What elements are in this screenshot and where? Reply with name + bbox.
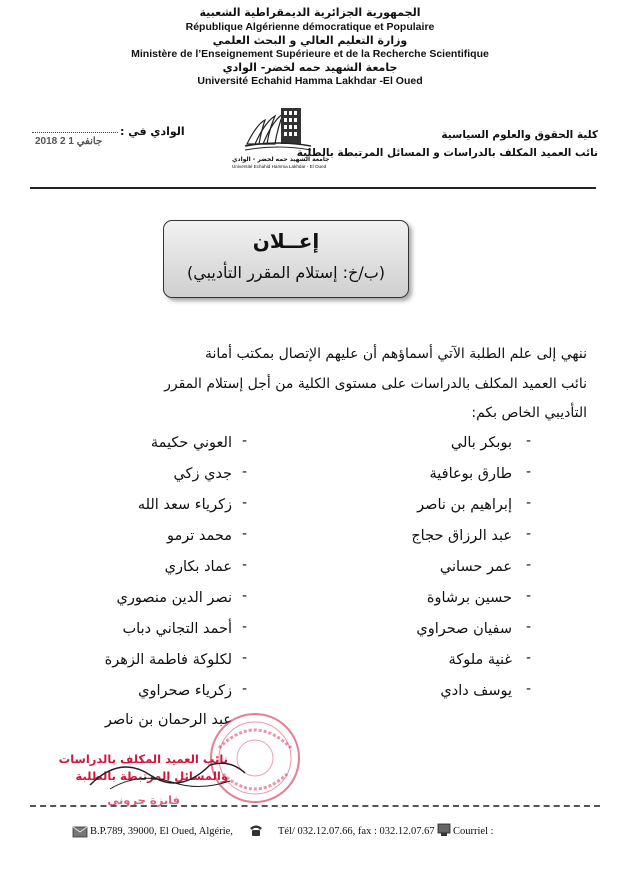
list-bullet: -	[242, 464, 248, 480]
list-bullet: -	[526, 464, 532, 480]
student-name: عماد بكاري	[164, 559, 232, 575]
list-bullet: -	[526, 495, 532, 511]
student-name: لكلوكة فاطمة الزهرة	[104, 652, 232, 668]
student-name: بوبكر بالي	[450, 435, 512, 451]
date-stamp: 2018 جانفي 1 2	[35, 136, 103, 147]
faculty-office: نائب العميد المكلف بالدراسات و المسائل المرتبطة بالطلبة	[296, 147, 598, 159]
signatory-title-line-2: والمسائل المرتبطة بالطلبة	[75, 769, 228, 783]
student-name: سفيان صحراوي	[416, 621, 512, 637]
list-bullet: -	[242, 681, 248, 697]
list-bullet: -	[526, 619, 532, 635]
student-name: العوني حكيمة	[150, 435, 232, 451]
student-name: عبد الرحمان بن ناصر	[104, 712, 232, 728]
logo-caption-arabic: جامعة الشهيد حمه لخضر - الوادي	[232, 156, 330, 163]
body-line-1: ننهي إلى علم الطلبة الآتي أسماؤهم أن عليهم الإتصال بمكتب أمانة	[204, 346, 587, 362]
student-name: زكرياء سعد الله	[137, 497, 232, 513]
list-bullet: -	[242, 433, 248, 449]
student-name: نصر الدين منصوري	[116, 590, 232, 606]
republic-arabic: الجمهورية الجزائرية الديمقراطية الشعبية	[199, 6, 421, 19]
handwritten-signature	[80, 745, 250, 795]
university-logo	[243, 100, 313, 160]
computer-icon	[436, 823, 452, 837]
announcement-box	[163, 220, 409, 298]
list-bullet: -	[526, 557, 532, 573]
student-name: زكرياء صحراوي	[138, 683, 232, 699]
student-name: عبد الرزاق حجاج	[411, 528, 512, 544]
list-bullet: -	[242, 526, 248, 542]
signatory-title-line-1: نائب العميد المكلف بالدراسات	[58, 752, 228, 766]
student-name: حسين برشاوة	[426, 590, 512, 606]
footer-phone-fax: Tél/ 032.12.07.66, fax : 032.12.07.67	[278, 826, 435, 837]
university-arabic: جامعة الشهيد حمه لخضر- الوادي	[222, 61, 398, 74]
announcement-subtitle: (ب/خ: إستلام المقرر التأديبي)	[186, 263, 386, 282]
list-bullet: -	[242, 588, 248, 604]
footer-email-label: Courriel :	[453, 826, 494, 837]
signatory-name: فايزة جروني	[107, 793, 180, 807]
list-bullet: -	[242, 650, 248, 666]
announcement-title: إعــلان	[252, 229, 320, 253]
student-name: غنية ملوكة	[448, 652, 512, 668]
list-bullet: -	[526, 681, 532, 697]
logo-caption-french: Université Echahid Hamma Lakhdar - El Oued	[232, 164, 327, 169]
telephone-icon	[248, 823, 264, 837]
university-french: Université Echahid Hamma Lakhdar -El Oued	[197, 75, 423, 87]
faculty-name: كلية الحقوق والعلوم السياسية	[441, 129, 598, 141]
body-line-3: التأديبي الخاص بكم:	[471, 405, 587, 421]
list-bullet: -	[526, 433, 532, 449]
date-label: الوادي في :	[120, 125, 185, 138]
footer-divider	[30, 805, 600, 807]
student-name: إبراهيم بن ناصر	[417, 497, 512, 513]
header-divider	[30, 187, 596, 189]
student-name: عمر حساني	[439, 559, 512, 575]
student-name: يوسف دادي	[440, 683, 512, 699]
footer-address: B.P.789, 39000, El Oued, Algérie,	[90, 826, 233, 837]
ministry-french: Ministère de l’Enseignement Supérieure et de la Recherche Scientifique	[131, 48, 489, 60]
body-line-2: نائب العميد المكلف بالدراسات على مستوى الكلية من أجل إستلام المقرر	[164, 376, 587, 392]
list-bullet: -	[526, 588, 532, 604]
date-dotted-line	[32, 132, 118, 133]
list-bullet: -	[242, 619, 248, 635]
republic-french: République Algérienne démocratique et Populaire	[185, 21, 435, 33]
list-bullet: -	[242, 557, 248, 573]
student-name: طارق بوعافية	[429, 466, 512, 482]
student-name: محمد ترمو	[166, 528, 232, 544]
ministry-arabic: وزارة التعليم العالي و البحث العلمي	[212, 34, 408, 47]
mailbox-icon	[72, 824, 88, 838]
student-name: أحمد التجاني دباب	[122, 621, 232, 637]
list-bullet: -	[526, 650, 532, 666]
list-bullet: -	[242, 495, 248, 511]
list-bullet: -	[526, 526, 532, 542]
student-name: جدي زكي	[173, 466, 232, 482]
